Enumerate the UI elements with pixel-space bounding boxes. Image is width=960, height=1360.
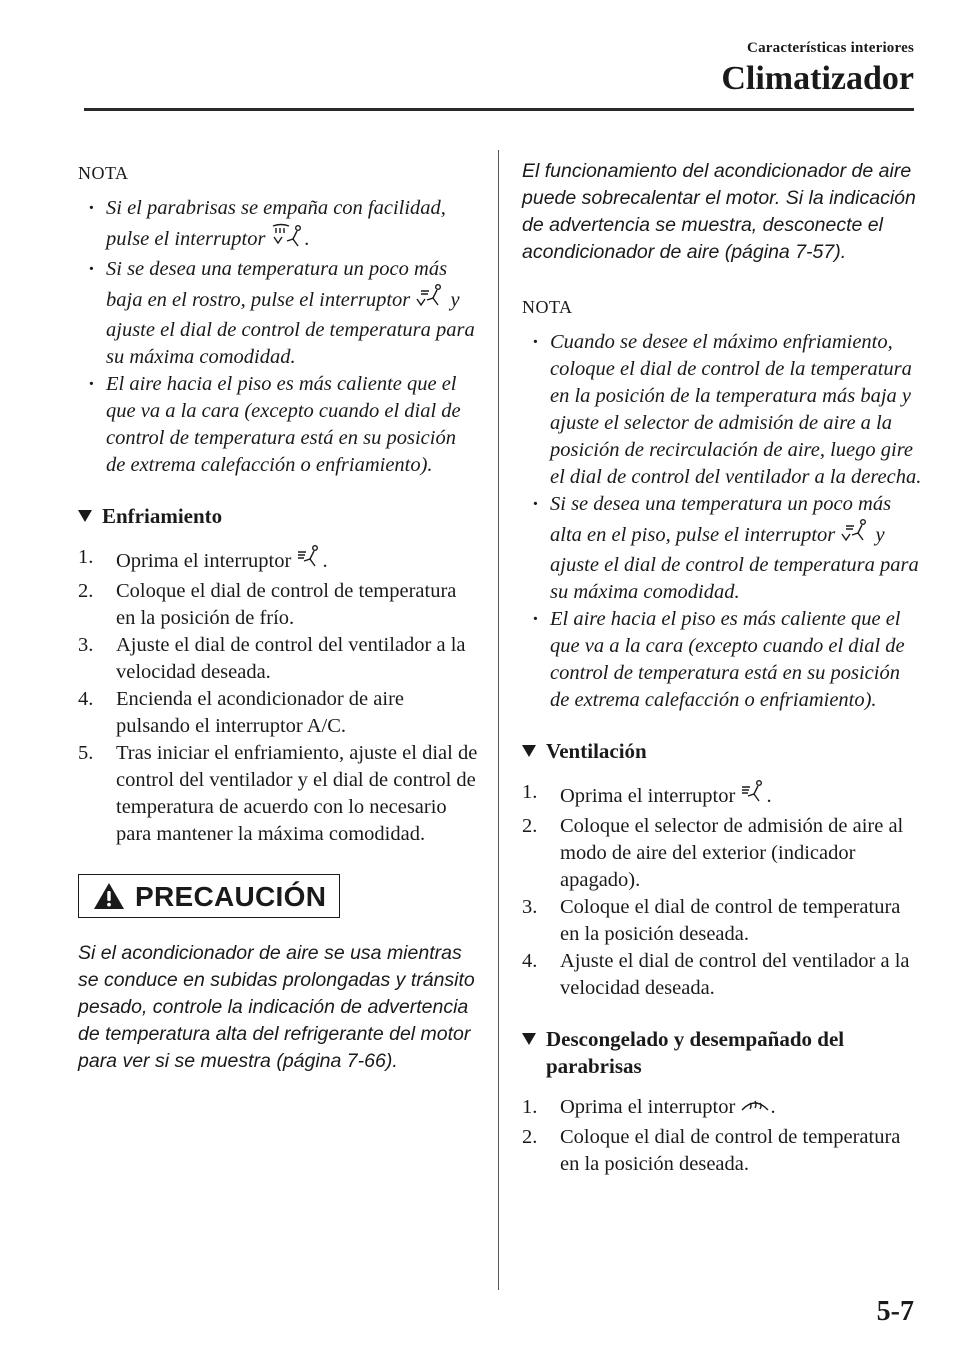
step-number: 5. <box>78 742 94 764</box>
caution-box <box>78 874 340 918</box>
item-text: Cuando se desee el máximo enfriamiento, coloque el dial de control de la temperatura en la posición de la temperatura más baja y ajuste el selector de admisión de aire a la posición de recirculación de aire, luego gire el dial de control del ventilador a la derecha. <box>550 331 922 488</box>
caution-label: PRECAUCIÓN <box>135 880 327 912</box>
note-list <box>522 329 922 714</box>
item-text: Coloque el dial de control de temperatura en la posición deseada. <box>560 1126 901 1175</box>
windshield-defrost-icon <box>740 1094 770 1124</box>
item-text: Si el parabrisas se empaña con facilidad, pulse el interruptor <box>106 197 446 250</box>
cooling-steps <box>78 544 478 848</box>
section-heading-defrost <box>522 1026 922 1080</box>
note-item <box>522 491 922 606</box>
step-item <box>78 632 478 686</box>
page-number: 5-7 <box>876 1296 914 1327</box>
ventilation-steps <box>522 779 922 1002</box>
item-text: Oprima el interruptor <box>560 785 741 807</box>
step-item <box>522 894 922 948</box>
note-item <box>78 256 478 371</box>
triangle-bullet-icon <box>522 1033 536 1045</box>
item-text: Coloque el dial de control de temperatura en la posición de frío. <box>116 580 457 629</box>
left-column <box>78 160 478 1075</box>
face-feet-icon <box>415 283 445 317</box>
face-vent-icon <box>296 544 322 578</box>
note-label: NOTA <box>78 163 129 183</box>
step-number: 3. <box>522 896 538 918</box>
note-item <box>522 329 922 491</box>
triangle-bullet-icon <box>78 510 92 522</box>
item-text: Tras iniciar el enfriamiento, ajuste el dial de control del ventilador y el dial de control de temperatura de acuerdo con lo necesario para mantener la máxima comodidad. <box>116 742 478 845</box>
item-text: y ajuste el dial de control de temperatura para su máxima comodidad. <box>106 289 475 368</box>
step-number: 2. <box>78 580 94 602</box>
item-text: . <box>766 785 772 807</box>
step-item <box>78 740 478 848</box>
section-heading-text: Ventilación <box>546 739 647 763</box>
step-number: 1. <box>522 781 538 803</box>
item-text: Si se desea una temperatura un poco más baja en el rostro, pulse el interruptor <box>106 258 448 311</box>
item-text: El aire hacia el piso es más caliente que el que va a la cara (excepto cuando el dial de control de temperatura está en su posición de extrema calefacción o enfriamiento). <box>106 373 461 476</box>
step-number: 4. <box>522 950 538 972</box>
item-text: y ajuste el dial de control de temperatura para su máxima comodidad. <box>550 524 919 603</box>
section-heading-text: Enfriamiento <box>102 504 223 528</box>
section-heading-ventilation <box>522 738 922 765</box>
note-list <box>78 195 478 479</box>
caution-text: Si el acondicionador de aire se usa mientras se conduce en subidas prolongadas y tránsito pesado, controle la indicación de advertencia de temperatura alta del refrigerante del motor para ver si se muestra (página 7-66). <box>78 942 475 1072</box>
step-number: 3. <box>78 634 94 656</box>
header-rule <box>84 108 914 111</box>
step-number: 2. <box>522 1126 538 1148</box>
right-column <box>522 158 922 1178</box>
section-heading-text: Descongelado y desempañado del parabrisas <box>546 1027 845 1078</box>
note-item <box>78 195 478 256</box>
face-feet-icon <box>840 518 870 552</box>
step-item <box>522 779 922 813</box>
item-text: . <box>322 550 328 572</box>
step-number: 2. <box>522 815 538 837</box>
step-item <box>522 1094 922 1124</box>
step-item <box>78 686 478 740</box>
step-item <box>522 813 922 894</box>
column-divider <box>498 150 499 1290</box>
defrost-feet-icon <box>271 222 305 256</box>
item-text: Oprima el interruptor <box>116 550 297 572</box>
item-text: Coloque el selector de admisión de aire al modo de aire del exterior (indicador apagado). <box>560 815 904 891</box>
item-text: Oprima el interruptor <box>560 1096 741 1118</box>
item-text: . <box>304 228 310 250</box>
step-item <box>78 544 478 578</box>
caution-continued-text: El funcionamiento del acondicionador de aire puede sobrecalentar el motor. Si la indicación de advertencia se muestra, desconecte el acondicionador de aire (página 7-57). <box>522 160 916 263</box>
note-label: NOTA <box>522 297 573 317</box>
item-text: . <box>770 1096 776 1118</box>
step-item <box>522 1124 922 1178</box>
item-text: Ajuste el dial de control del ventilador a la velocidad deseada. <box>560 950 910 999</box>
step-number: 1. <box>78 546 94 568</box>
section-name: Características interiores <box>747 40 914 56</box>
step-number: 1. <box>522 1096 538 1118</box>
triangle-bullet-icon <box>522 745 536 757</box>
item-text: Ajuste el dial de control del ventilador a la velocidad deseada. <box>116 634 466 683</box>
item-text: El aire hacia el piso es más caliente que el que va a la cara (excepto cuando el dial de control de temperatura está en su posición de extrema calefacción o enfriamiento). <box>550 608 905 711</box>
page-title: Climatizador <box>721 60 914 97</box>
item-text: Si se desea una temperatura un poco más alta en el piso, pulse el interruptor <box>550 493 892 546</box>
step-item <box>522 948 922 1002</box>
step-number: 4. <box>78 688 94 710</box>
item-text: Coloque el dial de control de temperatura en la posición deseada. <box>560 896 901 945</box>
step-item <box>78 578 478 632</box>
defrost-steps <box>522 1094 922 1178</box>
item-text: Encienda el acondicionador de aire pulsando el interruptor A/C. <box>116 688 404 737</box>
note-item <box>522 606 922 714</box>
warning-triangle-icon <box>93 882 125 910</box>
note-item <box>78 371 478 479</box>
face-vent-icon <box>740 779 766 813</box>
section-heading-cooling <box>78 503 478 530</box>
